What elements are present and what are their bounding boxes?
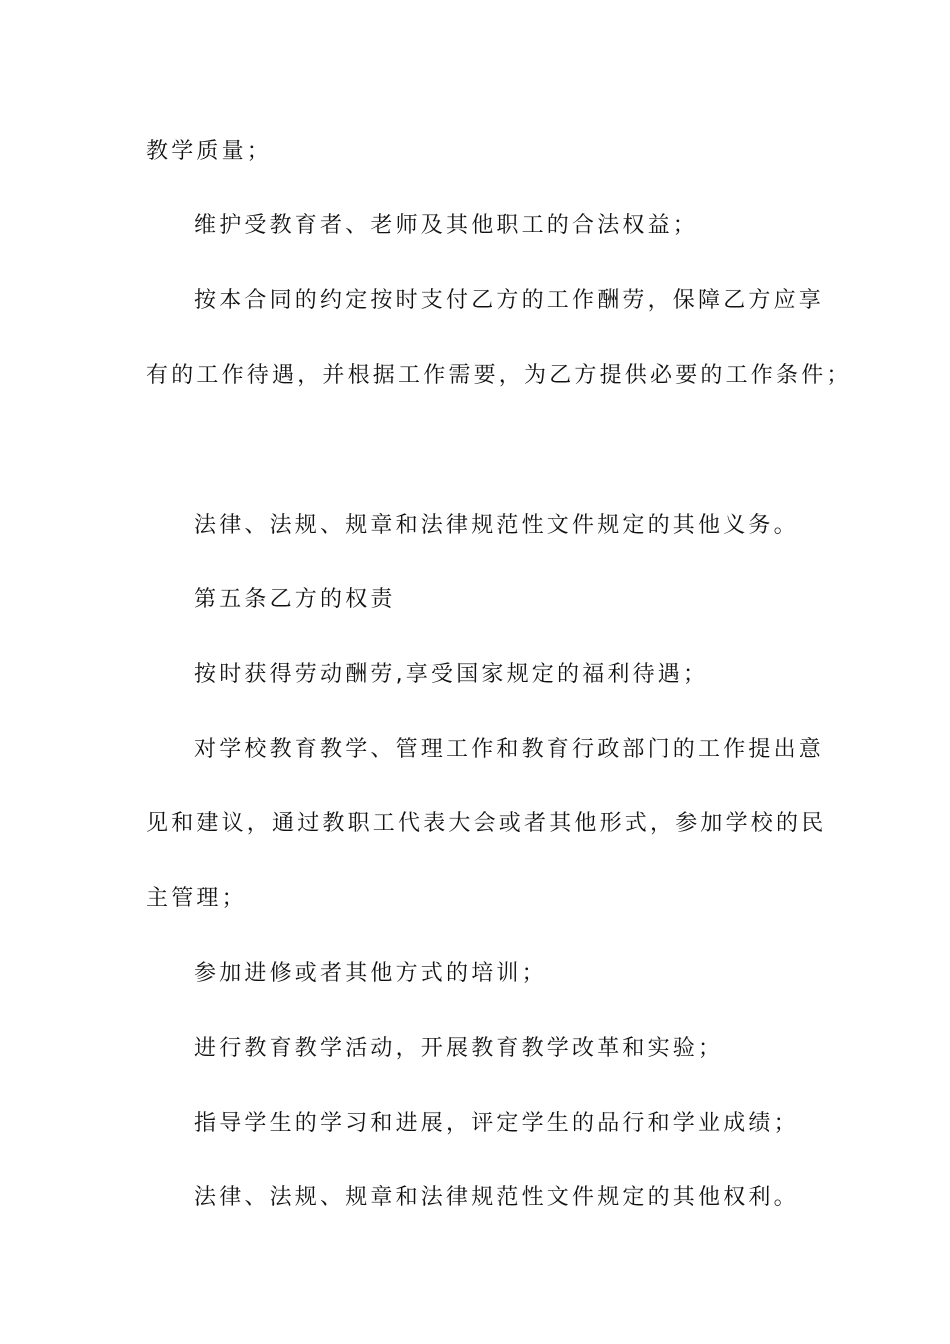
- text-line: 参加进修或者其他方式的培训；: [194, 961, 547, 986]
- text-line: 主管理；: [146, 886, 247, 911]
- text-line: 进行教育教学活动，开展教育教学改革和实验；: [194, 1036, 724, 1061]
- text-line: 有的工作待遇，并根据工作需要，为乙方提供必要的工作条件；: [146, 363, 852, 388]
- text-line: 见和建议，通过教职工代表大会或者其他形式，参加学校的民: [146, 811, 827, 836]
- text-line: 对学校教育教学、管理工作和教育行政部门的工作提出意: [194, 737, 825, 762]
- section-heading: 第五条乙方的权责: [194, 587, 396, 612]
- text-line: 教学质量；: [146, 139, 273, 164]
- text-line: 法律、法规、规章和法律规范性文件规定的其他义务。: [194, 513, 799, 538]
- text-line: 按本合同的约定按时支付乙方的工作酬劳，保障乙方应享: [194, 288, 825, 313]
- text-line: 法律、法规、规章和法律规范性文件规定的其他权利。: [194, 1185, 799, 1210]
- text-line: 指导学生的学习和进展，评定学生的品行和学业成绩；: [194, 1111, 799, 1136]
- text-line: 按时获得劳动酬劳,享受国家规定的福利待遇；: [194, 662, 709, 687]
- text-line: 维护受教育者、老师及其他职工的合法权益；: [194, 213, 699, 238]
